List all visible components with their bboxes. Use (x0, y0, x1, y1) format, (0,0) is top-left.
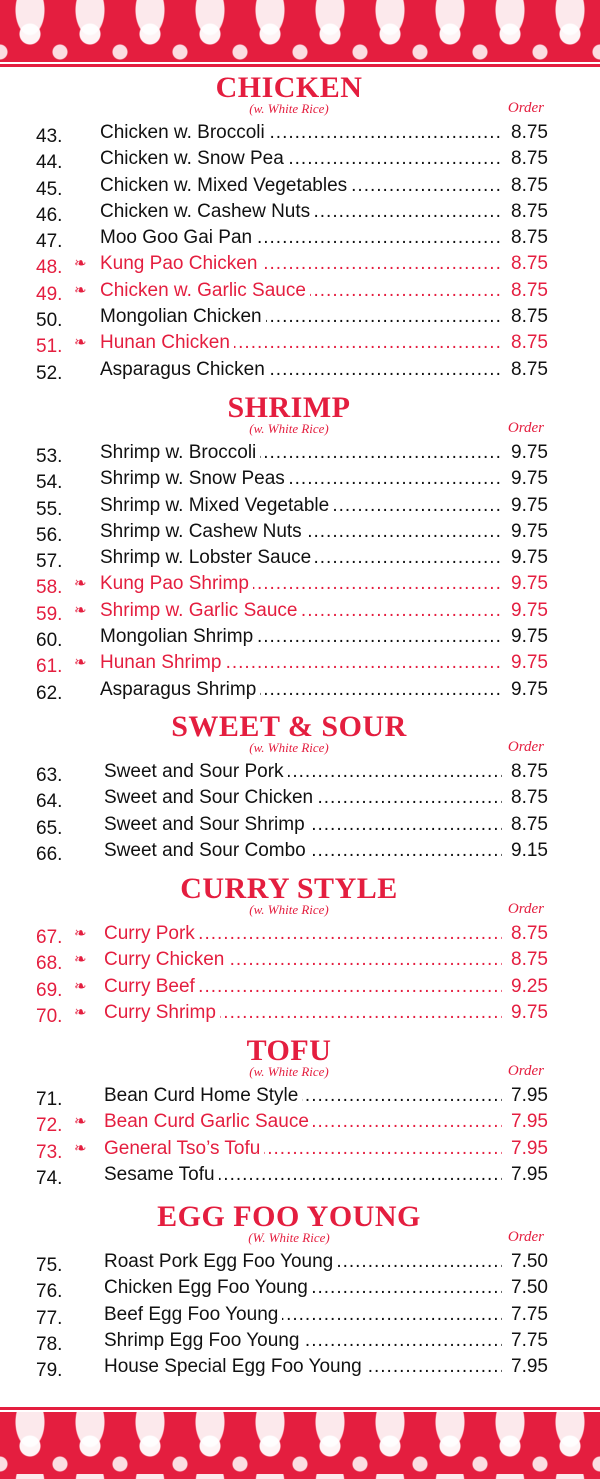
menu-item (0, 545, 600, 571)
item-price: 8.75 (511, 332, 548, 354)
item-number: 56. (36, 524, 63, 546)
item-number: 74. (36, 1167, 63, 1189)
hot-pepper-icon: ❧ (74, 925, 87, 942)
item-name-text: Kung Pao Shrimp (100, 573, 253, 594)
item-price: 7.95 (511, 1356, 548, 1378)
menu-list (0, 1249, 600, 1380)
item-price: 9.75 (511, 652, 548, 674)
menu-item (0, 146, 600, 172)
item-name (100, 146, 502, 172)
item-name (104, 1275, 502, 1301)
item-number: 73. (36, 1141, 63, 1163)
item-name (100, 278, 502, 304)
item-price: 8.75 (511, 148, 548, 170)
item-name (104, 1000, 502, 1026)
item-name-text: Sweet and Sour Combo (104, 840, 310, 861)
menu-item (0, 974, 600, 1000)
menu-item (0, 571, 600, 597)
item-price: 9.75 (511, 442, 548, 463)
menu-item (0, 759, 600, 785)
item-price: 7.95 (511, 1085, 548, 1106)
item-number: 63. (36, 765, 63, 786)
menu-item (0, 785, 600, 811)
hot-pepper-icon: ❧ (74, 1113, 87, 1131)
menu-item (0, 173, 600, 199)
item-number: 72. (36, 1115, 63, 1137)
order-label: Order (507, 739, 544, 755)
item-name-text: Bean Curd Garlic Sauce (104, 1111, 313, 1132)
section-subtitle: (w. White Rice) (249, 101, 329, 116)
item-price: 9.25 (511, 975, 548, 997)
item-number: 79. (36, 1360, 63, 1382)
item-number: 45. (36, 178, 63, 200)
menu-item (0, 1083, 600, 1109)
item-name-text: Mongolian Chicken (100, 306, 266, 327)
menu-item (0, 278, 600, 304)
menu-item (0, 357, 600, 383)
item-number: 66. (36, 843, 63, 865)
item-name (100, 650, 502, 676)
item-number: 71. (36, 1089, 63, 1110)
item-name (104, 974, 502, 1000)
section-title: TOFU (246, 1034, 332, 1067)
item-name-text: Sweet and Sour Pork (104, 761, 288, 782)
item-name-text: Chicken w. Mixed Vegetables (100, 175, 351, 196)
item-name (104, 1249, 502, 1275)
item-price: 7.75 (511, 1303, 548, 1325)
menu-item (0, 1162, 600, 1188)
menu-item (0, 199, 600, 225)
item-number: 54. (36, 472, 63, 494)
item-number: 43. (36, 126, 63, 147)
menu-item (0, 304, 600, 330)
item-name (100, 304, 502, 330)
item-price: 8.75 (511, 306, 548, 328)
item-price: 9.75 (511, 520, 548, 542)
item-name (100, 493, 502, 519)
item-name (104, 1302, 502, 1328)
item-name (100, 598, 502, 624)
item-price: 8.75 (511, 358, 548, 380)
item-name-text: Sesame Tofu (104, 1164, 219, 1185)
hot-pepper-icon: ❧ (74, 654, 87, 672)
item-name-text: Hunan Shrimp (100, 652, 225, 673)
item-name (104, 785, 502, 811)
item-name (104, 1162, 502, 1188)
item-price: 7.95 (511, 1137, 548, 1159)
item-name-text: Beef Egg Foo Young (104, 1304, 282, 1325)
item-price: 8.75 (511, 813, 548, 835)
item-price: 7.75 (511, 1329, 548, 1351)
item-price: 8.75 (511, 253, 548, 275)
menu-item (0, 466, 600, 492)
item-name (104, 1109, 502, 1135)
item-name-text: Asparagus Chicken (100, 359, 269, 380)
item-name-text: Curry Chicken (104, 949, 228, 970)
item-name (104, 947, 502, 973)
section-subtitle: (w. White Rice) (249, 902, 329, 917)
item-number: 51. (36, 336, 63, 358)
menu-list (0, 120, 600, 383)
item-name (100, 677, 502, 703)
menu-item (0, 251, 600, 277)
item-name-text: Shrimp w. Mixed Vegetable (100, 495, 333, 516)
item-price: 9.15 (511, 839, 548, 861)
order-label: Order (507, 100, 544, 116)
menu-item (0, 598, 600, 624)
menu-item (0, 493, 600, 519)
decorative-border-bottom (0, 1412, 600, 1479)
section-title: EGG FOO YOUNG (157, 1200, 421, 1233)
item-name (100, 440, 502, 466)
order-label: Order (507, 901, 544, 917)
item-name (100, 173, 502, 199)
item-price: 7.50 (511, 1251, 548, 1272)
item-name (100, 624, 502, 650)
section-title: CHICKEN (215, 71, 363, 104)
item-number: 75. (36, 1255, 63, 1276)
menu-item (0, 947, 600, 973)
item-name-text: Sweet and Sour Shrimp (104, 814, 309, 835)
item-number: 69. (36, 979, 63, 1001)
menu-item (0, 1136, 600, 1162)
item-price: 7.95 (511, 1163, 548, 1185)
item-price: 9.75 (511, 599, 548, 621)
item-name-text: Chicken w. Garlic Sauce (100, 280, 310, 301)
item-price: 8.75 (511, 923, 548, 944)
item-name-text: House Special Egg Foo Young (104, 1356, 366, 1377)
item-name-text: Curry Shrimp (104, 1002, 220, 1023)
menu-item (0, 1109, 600, 1135)
item-number: 67. (36, 927, 63, 948)
item-name-text: Chicken w. Broccoli (100, 122, 269, 143)
item-name (104, 759, 502, 785)
item-number: 62. (36, 682, 63, 704)
item-number: 50. (36, 310, 63, 332)
hot-pepper-icon: ❧ (74, 1003, 87, 1021)
item-number: 64. (36, 791, 63, 813)
item-name (104, 921, 502, 947)
item-number: 57. (36, 551, 63, 573)
item-name-text: Roast Pork Egg Foo Young (104, 1251, 337, 1272)
menu-item (0, 812, 600, 838)
item-number: 58. (36, 577, 63, 599)
item-number: 44. (36, 152, 63, 174)
hot-pepper-icon: ❧ (74, 255, 87, 273)
item-number: 46. (36, 204, 63, 226)
item-name-text: Kung Pao Chicken (100, 253, 261, 274)
item-name (100, 519, 502, 545)
menu-item (0, 921, 600, 947)
item-name (100, 199, 502, 225)
decorative-border-top (0, 0, 600, 62)
item-name-text: Hunan Chicken (100, 332, 234, 353)
hot-pepper-icon: ❧ (74, 334, 87, 352)
item-name-text: Moo Goo Gai Pan (100, 227, 256, 248)
item-name (100, 120, 502, 146)
item-number: 48. (36, 257, 63, 279)
order-label: Order (507, 420, 544, 436)
menu-item (0, 1000, 600, 1026)
item-number: 78. (36, 1333, 63, 1355)
menu-item (0, 120, 600, 146)
item-name-text: Shrimp w. Snow Peas (100, 468, 289, 489)
item-name-text: Chicken Egg Foo Young (104, 1277, 312, 1298)
item-price: 8.75 (511, 200, 548, 222)
hot-pepper-icon: ❧ (74, 951, 87, 969)
item-name-text: Sweet and Sour Chicken (104, 787, 317, 808)
menu-item (0, 519, 600, 545)
item-name-text: Shrimp w. Lobster Sauce (100, 547, 315, 568)
item-number: 55. (36, 498, 63, 520)
item-price: 7.50 (511, 1277, 548, 1299)
hot-pepper-icon: ❧ (74, 977, 87, 995)
item-name (100, 225, 502, 251)
item-name (104, 812, 502, 838)
item-name (100, 357, 502, 383)
item-name-text: Mongolian Shrimp (100, 626, 257, 647)
item-price: 8.75 (511, 279, 548, 301)
item-name (104, 1328, 502, 1354)
section-subtitle: (w. White Rice) (249, 421, 329, 436)
item-name (104, 1136, 502, 1162)
item-price: 8.75 (511, 174, 548, 196)
item-name (104, 1083, 502, 1109)
item-name (100, 466, 502, 492)
menu-item (0, 440, 600, 466)
item-name-text: Chicken w. Snow Pea (100, 148, 288, 169)
hot-pepper-icon: ❧ (74, 1139, 87, 1157)
item-name-text: Shrimp w. Cashew Nuts (100, 521, 306, 542)
item-name (104, 838, 502, 864)
item-number: 61. (36, 656, 63, 678)
item-number: 65. (36, 817, 63, 839)
menu-list (0, 921, 600, 1026)
menu-item (0, 1302, 600, 1328)
hot-pepper-icon: ❧ (74, 601, 87, 619)
item-number: 47. (36, 231, 63, 253)
item-name-text: Asparagus Shrimp (100, 679, 260, 700)
menu-item (0, 1249, 600, 1275)
item-price: 9.75 (511, 468, 548, 490)
item-number: 77. (36, 1307, 63, 1329)
item-name-text: Curry Beef (104, 976, 199, 997)
section-title: SHRIMP (227, 391, 351, 424)
section-title: SWEET & SOUR (171, 710, 407, 743)
menu-list (0, 1083, 600, 1188)
item-number: 60. (36, 630, 63, 652)
item-name-text: Chicken w. Cashew Nuts (100, 201, 314, 222)
item-number: 52. (36, 362, 63, 384)
item-name (100, 330, 502, 356)
item-name (100, 545, 502, 571)
order-label: Order (507, 1063, 544, 1079)
menu-item (0, 330, 600, 356)
item-name-text: Bean Curd Home Style (104, 1085, 302, 1106)
menu-item (0, 650, 600, 676)
item-name (100, 571, 502, 597)
item-number: 53. (36, 446, 63, 467)
item-price: 9.75 (511, 494, 548, 516)
item-name-text: Curry Pork (104, 923, 199, 944)
item-price: 9.75 (511, 626, 548, 648)
item-name-text: General Tso’s Tofu (104, 1138, 264, 1159)
item-price: 8.75 (511, 227, 548, 249)
menu-item (0, 677, 600, 703)
item-name-text: Shrimp Egg Foo Young (104, 1330, 303, 1351)
item-name-text: Shrimp w. Broccoli (100, 442, 260, 463)
item-price: 8.75 (511, 787, 548, 809)
menu-item (0, 225, 600, 251)
menu-item (0, 624, 600, 650)
item-price: 9.75 (511, 547, 548, 569)
section-subtitle: (w. White Rice) (249, 1064, 329, 1079)
item-price: 9.75 (511, 573, 548, 595)
menu-item (0, 1275, 600, 1301)
item-price: 7.95 (511, 1111, 548, 1133)
item-price: 8.75 (511, 122, 548, 143)
item-price: 9.75 (511, 1001, 548, 1023)
hot-pepper-icon: ❧ (74, 281, 87, 299)
item-number: 76. (36, 1281, 63, 1303)
menu-item (0, 1354, 600, 1380)
item-name (104, 1354, 502, 1380)
item-number: 70. (36, 1005, 63, 1027)
section-subtitle: (W. White Rice) (248, 1230, 330, 1245)
item-name-text: Shrimp w. Garlic Sauce (100, 600, 301, 621)
order-label: Order (507, 1229, 544, 1245)
section-subtitle: (w. White Rice) (249, 740, 329, 755)
section-title: CURRY STYLE (180, 872, 398, 905)
item-price: 8.75 (511, 949, 548, 971)
item-price: 9.75 (511, 678, 548, 700)
menu-list (0, 759, 600, 864)
hot-pepper-icon: ❧ (74, 575, 87, 593)
menu-item (0, 838, 600, 864)
item-number: 59. (36, 603, 63, 625)
item-name (100, 251, 502, 277)
item-price: 8.75 (511, 761, 548, 782)
item-number: 49. (36, 283, 63, 305)
menu-list (0, 440, 600, 703)
item-number: 68. (36, 953, 63, 975)
menu-item (0, 1328, 600, 1354)
